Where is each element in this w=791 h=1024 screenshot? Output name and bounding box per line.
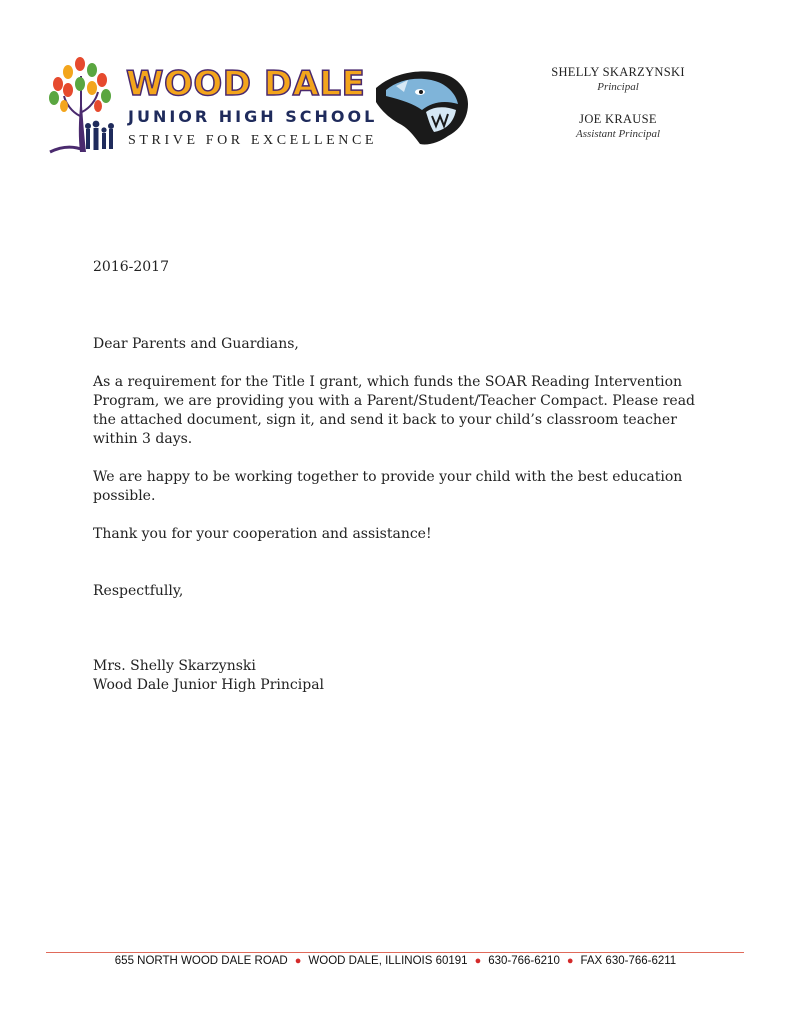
- signature-title: Wood Dale Junior High Principal: [93, 677, 325, 693]
- bullet-icon: ●: [474, 955, 482, 967]
- tree-logo-icon: [44, 54, 116, 154]
- assistant-principal-name: JOE KRAUSE: [579, 112, 657, 126]
- letter-paragraph: We are happy to be working together to provide your child with the best education possible.: [93, 469, 683, 504]
- principal-title: Principal: [597, 81, 639, 93]
- footer-fax: FAX 630-766-6211: [580, 955, 677, 967]
- letter-paragraph: As a requirement for the Title I grant, which funds the SOAR Reading Intervention Program, we are providing you with a Parent/Student/Teacher Compact. Please read the attached document, sign it, and send it back to your child’s classroom teacher within 3 days.: [93, 374, 696, 447]
- footer-divider: [46, 952, 744, 953]
- school-motto: STRIVE FOR EXCELLENCE: [128, 133, 378, 148]
- bullet-icon: ●: [566, 955, 574, 967]
- principal-name: SHELLY SKARZYNSKI: [551, 65, 685, 79]
- administrator-list: [530, 64, 706, 142]
- letterhead: [0, 0, 791, 170]
- letter-closing: Respectfully,: [93, 583, 184, 599]
- panther-mascot-icon: [374, 66, 470, 148]
- signature-name: Mrs. Shelly Skarzynski: [93, 658, 256, 674]
- letter-greeting: Dear Parents and Guardians,: [93, 336, 299, 352]
- footer-phone: 630-766-6210: [488, 955, 560, 967]
- footer-address: 655 NORTH WOOD DALE ROAD: [114, 955, 288, 967]
- footer-city: WOOD DALE, ILLINOIS 60191: [308, 955, 468, 967]
- footer-contact: [0, 955, 791, 967]
- school-subtitle: JUNIOR HIGH SCHOOL: [128, 107, 378, 126]
- letter-date: 2016-2017: [93, 259, 169, 275]
- assistant-principal-title: Assistant Principal: [575, 128, 661, 140]
- letter-body: [93, 258, 703, 695]
- bullet-icon: ●: [294, 955, 302, 967]
- school-name: WOOD DALE: [126, 64, 366, 104]
- letter-paragraph: Thank you for your cooperation and assistance!: [93, 526, 432, 542]
